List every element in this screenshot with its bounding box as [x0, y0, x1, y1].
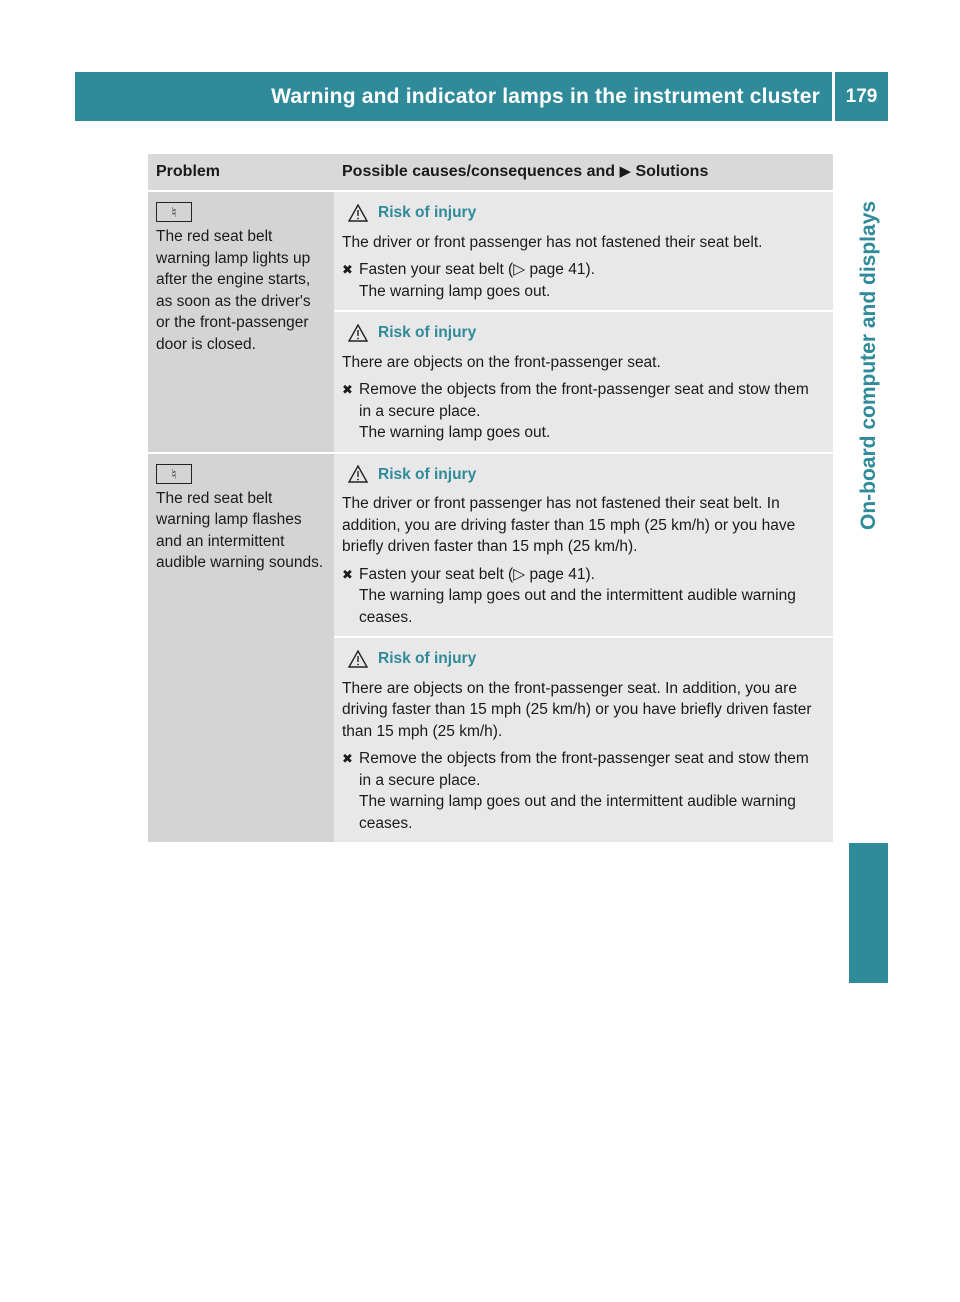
table-header-row	[148, 154, 833, 191]
page-number: 179	[845, 85, 878, 107]
page-header	[75, 72, 888, 121]
result-text: The warning lamp goes out and the intermittent audible warning ceases.	[359, 587, 796, 626]
result-text: The warning lamp goes out and the intermittent audible warning ceases.	[359, 793, 796, 832]
problem-cell	[148, 191, 334, 453]
warning-label: Risk of injury	[378, 204, 477, 221]
play-arrow-icon: ▶	[619, 163, 632, 181]
warning-label: Risk of injury	[378, 324, 477, 341]
action-x-icon: ✖	[342, 751, 353, 766]
solution-cell	[334, 637, 833, 842]
warning-triangle-icon	[348, 204, 368, 222]
warning-label: Risk of injury	[378, 650, 477, 667]
action-x-icon: ✖	[342, 382, 353, 397]
chapter-marker	[849, 843, 888, 983]
section-title: Warning and indicator lamps in the instrument cluster	[271, 84, 820, 108]
column-header-solutions-text: Possible causes/consequences and	[342, 163, 616, 181]
warning-heading	[348, 202, 825, 224]
result-text: The warning lamp goes out.	[359, 424, 551, 441]
warning-heading	[348, 322, 825, 344]
column-header-problem: Problem	[148, 154, 334, 191]
action-item	[342, 379, 825, 444]
solution-cell	[334, 311, 833, 453]
action-x-icon: ✖	[342, 566, 353, 582]
cause-text: The driver or front passenger has not fastened their seat belt.	[342, 233, 763, 251]
solution-cell	[334, 191, 833, 311]
column-header-solutions-suffix: Solutions	[635, 163, 709, 181]
warning-triangle-icon	[348, 650, 368, 668]
table-row	[148, 191, 833, 311]
chapter-side-tab	[849, 140, 888, 820]
warning-triangle-icon	[348, 324, 368, 342]
action-item	[342, 748, 825, 834]
action-item	[342, 564, 825, 629]
warning-label: Risk of injury	[378, 465, 477, 483]
action-item	[342, 259, 825, 302]
warning-heading	[348, 464, 825, 486]
table-row	[148, 453, 833, 638]
seat-belt-icon: ♮	[156, 202, 192, 222]
action-text: Remove the objects from the front-passenger seat and stow them in a secure place.	[359, 381, 809, 420]
problem-text: The red seat belt warning lamp flashes and an intermittent audible warning sounds.	[156, 489, 324, 571]
cause-text: There are objects on the front-passenger seat. In addition, you are driving faster than 15 mph (25 km/h) or you have briefly driven faster than 15 mph (25 km/h).	[342, 679, 812, 740]
action-text: Fasten your seat belt (▷ page 41).	[359, 261, 595, 278]
warning-heading	[348, 648, 825, 670]
seat-belt-icon: ♮	[156, 464, 192, 484]
problem-text: The red seat belt warning lamp lights up after the engine starts, as soon as the driver's or the front-passenger door is closed.	[156, 228, 311, 353]
warning-lamp-table	[148, 154, 833, 842]
action-text: Fasten your seat belt (▷ page 41).	[359, 565, 595, 583]
column-header-solutions	[334, 154, 833, 191]
action-text: Remove the objects from the front-passenger seat and stow them in a secure place.	[359, 750, 809, 789]
cause-text: There are objects on the front-passenger seat.	[342, 353, 661, 371]
chapter-label: On-board computer and displays	[856, 200, 880, 530]
problem-cell	[148, 453, 334, 843]
action-x-icon: ✖	[342, 262, 353, 277]
warning-triangle-icon	[348, 465, 368, 483]
cause-text: The driver or front passenger has not fastened their seat belt. In addition, you are driving faster than 15 mph (25 km/h) or you have briefly driven faster than 15 mph (25 km/h).	[342, 495, 796, 555]
solution-cell	[334, 453, 833, 638]
result-text: The warning lamp goes out.	[359, 282, 551, 300]
